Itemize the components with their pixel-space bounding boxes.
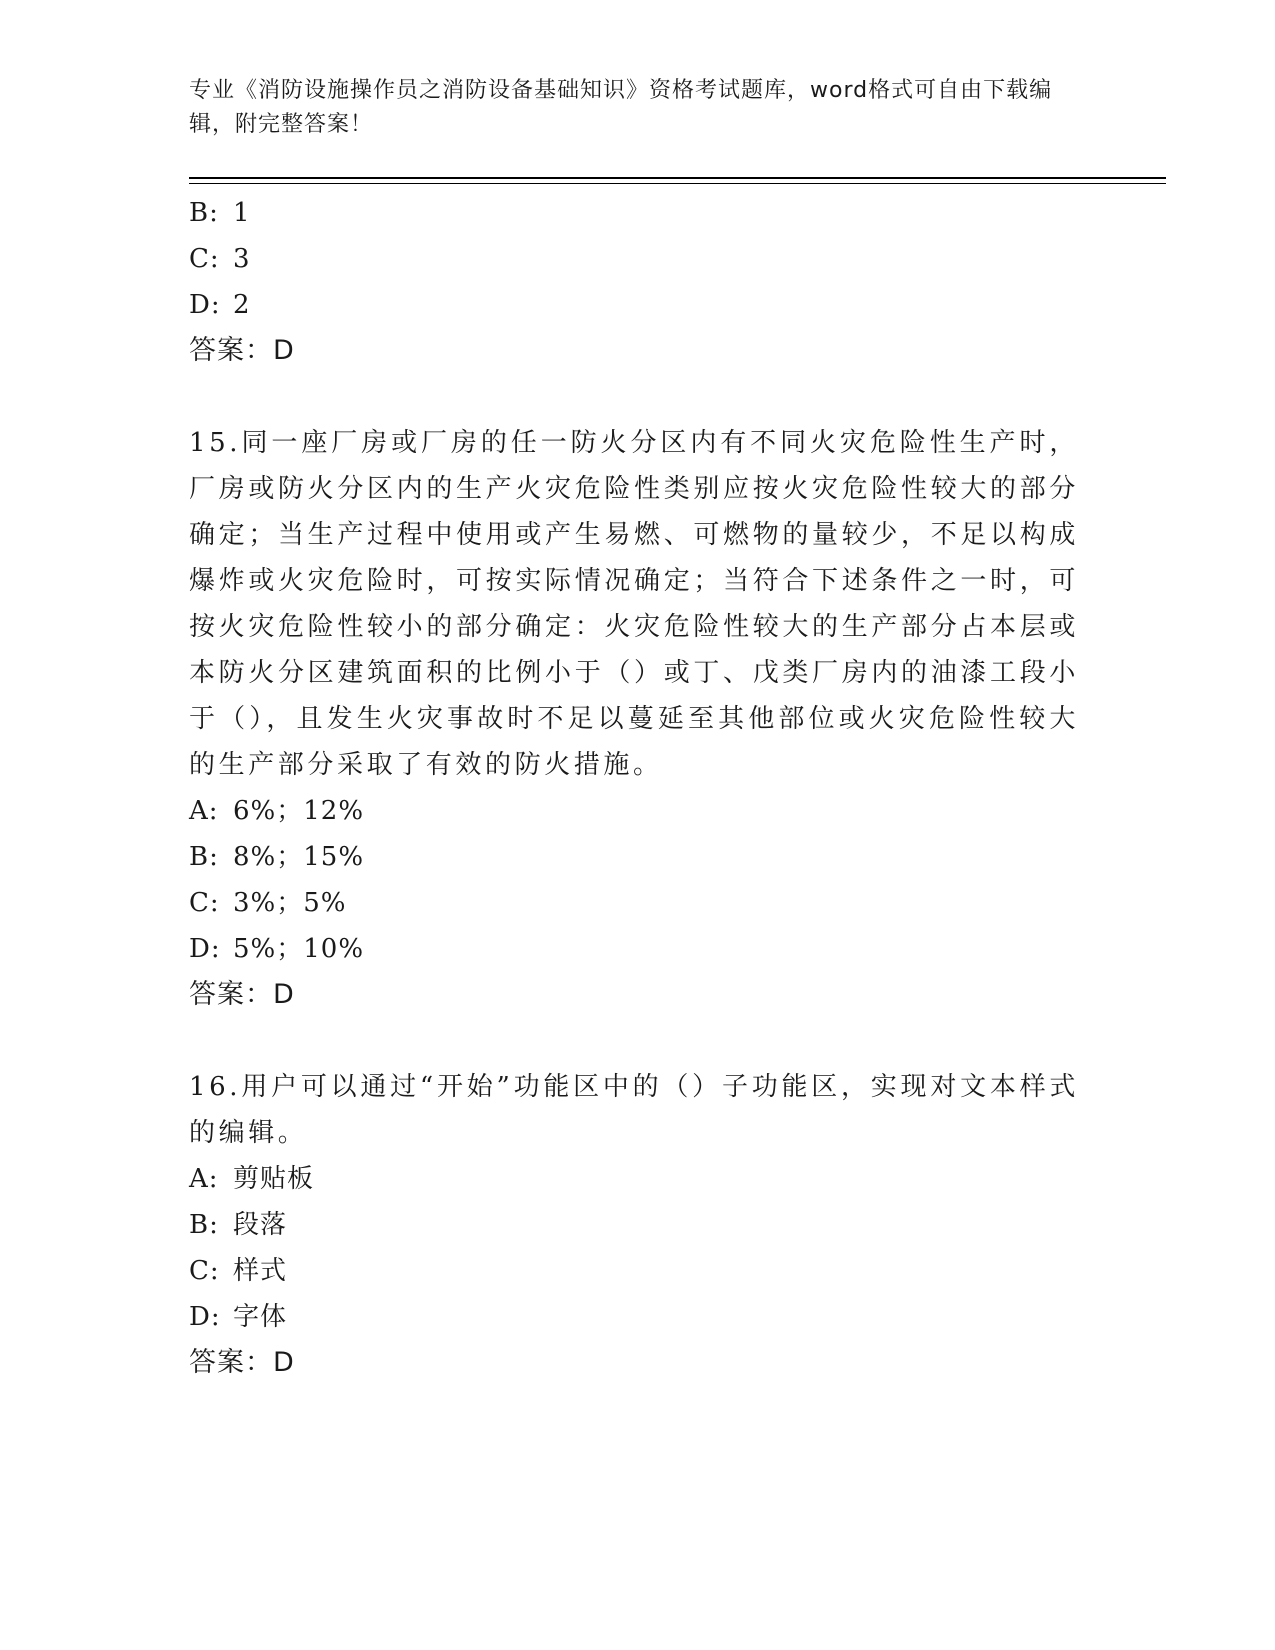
option-text: 1: [233, 198, 251, 228]
option-key: C:: [189, 244, 220, 274]
option-key: A:: [189, 1164, 219, 1194]
option-text: 3%；5%: [233, 888, 347, 918]
option-a: [189, 788, 1079, 834]
option-key: B:: [189, 1210, 219, 1240]
option-d: [189, 282, 1079, 328]
option-text: 段落: [233, 1210, 288, 1240]
question-15-block: [189, 420, 1079, 1018]
option-a: [189, 1156, 1079, 1202]
option-b: [189, 834, 1079, 880]
option-b: [189, 190, 1079, 236]
question-stem: 16.用户可以通过“开始”功能区中的（）子功能区，实现对文本样式的编辑。: [189, 1072, 1079, 1148]
spacer: [189, 1018, 1079, 1064]
option-key: D:: [189, 290, 221, 320]
answer-line: 答案：D: [189, 335, 295, 366]
option-c: [189, 1248, 1079, 1294]
option-key: A:: [189, 796, 219, 826]
option-text: 2: [233, 290, 251, 320]
header-divider: [189, 177, 1166, 179]
answer-line: 答案：D: [189, 1347, 295, 1378]
question-stem: 15.同一座厂房或厂房的任一防火分区内有不同火灾危险性生产时，厂房或防火分区内的生产火灾危险性类别应按火灾危险性较大的部分确定；当生产过程中使用或产生易燃、可燃物的量较少，不足以构成爆炸或火灾危险时，可按实际情况确定；当符合下述条件之一时，可按火灾危险性较小的部分确定：火灾危险性较大的生产部分占本层或本防火分区建筑面积的比例小于（）或丁、戊类厂房内的油漆工段小于（），且发生火灾事故时不足以蔓延至其他部位或火灾危险性较大的生产部分采取了有效的防火措施。: [189, 428, 1079, 780]
question-content: [189, 190, 1079, 1386]
option-text: 8%；15%: [233, 842, 365, 872]
option-text: 剪贴板: [233, 1164, 315, 1194]
prev-question-block: [189, 190, 1079, 374]
option-b: [189, 1202, 1079, 1248]
option-key: B:: [189, 198, 219, 228]
option-text: 样式: [233, 1256, 288, 1286]
header-divider-thin: [189, 183, 1166, 184]
option-key: D:: [189, 1302, 221, 1332]
option-text: 5%；10%: [233, 934, 365, 964]
option-c: [189, 236, 1079, 282]
question-16-block: [189, 1064, 1079, 1386]
option-key: B:: [189, 842, 219, 872]
document-header: 专业《消防设施操作员之消防设备基础知识》资格考试题库，word格式可自由下载编辑，附完整答案！: [189, 78, 1053, 137]
option-key: C:: [189, 888, 220, 918]
option-text: 字体: [233, 1302, 288, 1332]
option-key: C:: [189, 1256, 220, 1286]
option-text: 3: [233, 244, 251, 274]
spacer: [189, 374, 1079, 420]
option-text: 6%；12%: [233, 796, 365, 826]
option-key: D:: [189, 934, 221, 964]
option-c: [189, 880, 1079, 926]
option-d: [189, 1294, 1079, 1340]
answer-line: 答案：D: [189, 979, 295, 1010]
option-d: [189, 926, 1079, 972]
